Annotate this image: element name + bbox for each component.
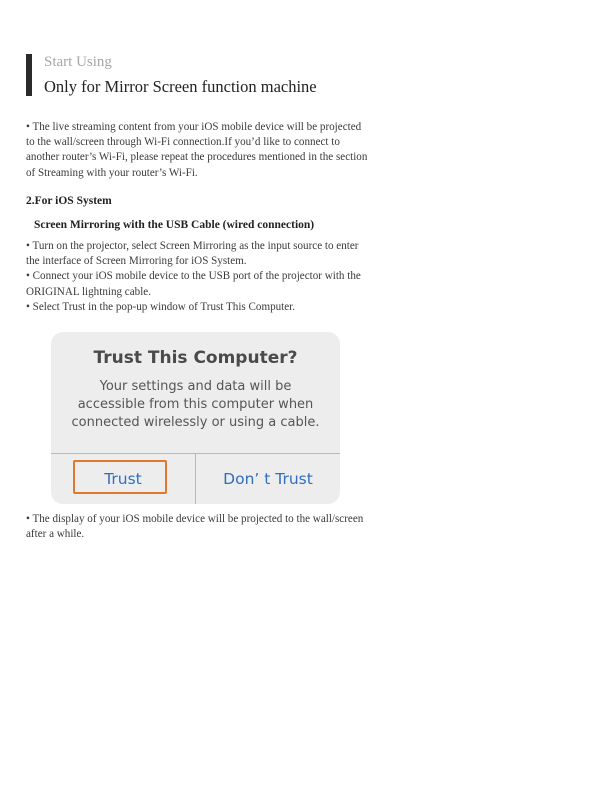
dialog-message-line: accessible from this computer when — [77, 397, 314, 412]
dont-trust-button[interactable]: Don’ t Trust — [223, 470, 313, 488]
trust-button[interactable]: Trust — [104, 470, 142, 488]
section-subheading: Screen Mirroring with the USB Cable (wired connection) — [34, 219, 315, 231]
dialog-message — [51, 378, 340, 432]
dialog-title: Trust This Computer? — [93, 348, 298, 368]
header-accent-bar — [26, 54, 32, 96]
dialog-message-line: connected wirelessly or using a cable. — [71, 415, 320, 430]
header-label: Start Using — [44, 54, 112, 70]
intro-text: • The live streaming content from your iOS mobile device will be projected to the wall/screen through Wi-Fi connection.If you’d like to connect to another router’s Wi-Fi, please repeat the procedures mentioned in the section of Streaming with your router’s Wi-Fi. — [26, 121, 368, 179]
section-header — [26, 52, 426, 96]
steps-list — [26, 239, 371, 315]
outro-paragraph — [26, 512, 371, 542]
step-item: • Turn on the projector, select Screen Mirroring as the input source to enter the interface of Screen Mirroring for iOS System. — [26, 240, 359, 268]
section-heading: 2.For iOS System — [26, 195, 112, 207]
step-item: • Connect your iOS mobile device to the USB port of the projector with the ORIGINAL lightning cable. — [26, 270, 361, 298]
outro-text: • The display of your iOS mobile device will be projected to the wall/screen after a while. — [26, 513, 364, 541]
dialog-message-line: Your settings and data will be — [99, 379, 292, 394]
intro-paragraph — [26, 120, 371, 181]
trust-dialog-illustration — [51, 332, 340, 504]
step-item: • Select Trust in the pop-up window of Trust This Computer. — [26, 300, 296, 313]
page-title: Only for Mirror Screen function machine — [44, 77, 317, 96]
